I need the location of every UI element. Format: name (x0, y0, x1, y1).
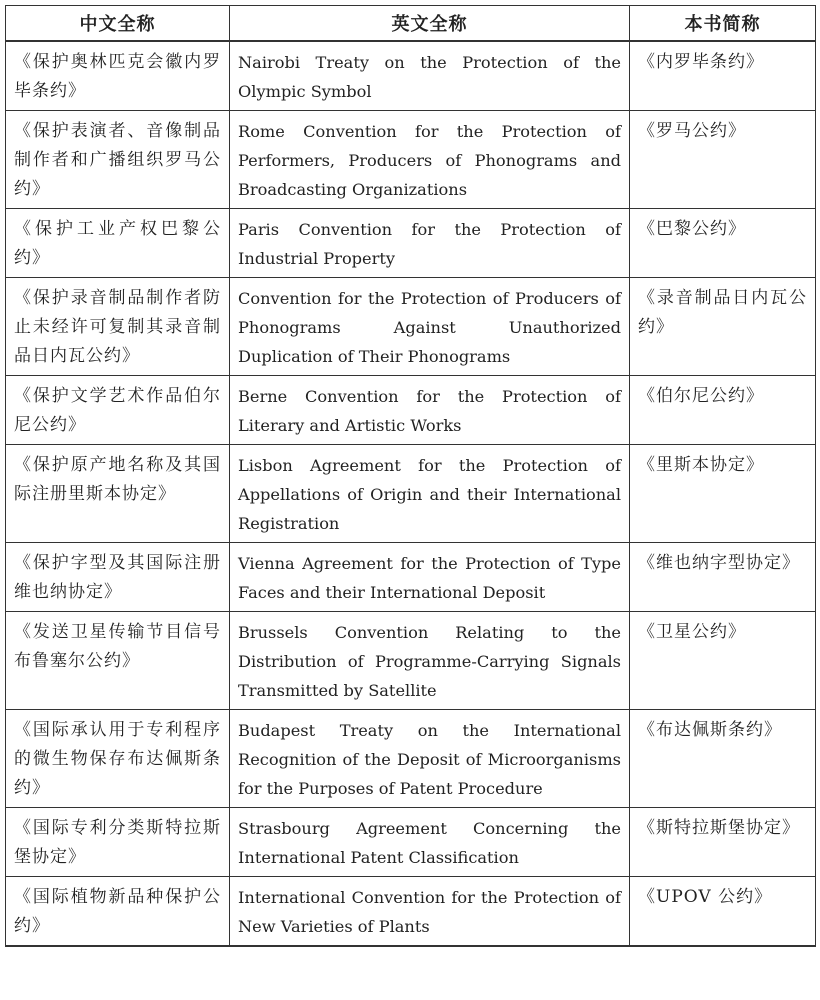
english-full-name: International Convention for the Protection of New Varieties of Plants (230, 877, 630, 947)
short-name: 《里斯本协定》 (630, 445, 816, 543)
english-full-name: Berne Convention for the Protection of Literary and Artistic Works (230, 376, 630, 445)
table-row (6, 376, 816, 445)
table-row (6, 612, 816, 710)
table-row (6, 111, 816, 209)
english-full-name: Strasbourg Agreement Concerning the International Patent Classification (230, 808, 630, 877)
chinese-full-name: 《国际承认用于专利程序的微生物保存布达佩斯条约》 (6, 710, 230, 808)
table-row (6, 278, 816, 376)
chinese-full-name: 《国际专利分类斯特拉斯堡协定》 (6, 808, 230, 877)
chinese-full-name: 《保护表演者、音像制品制作者和广播组织罗马公约》 (6, 111, 230, 209)
english-full-name: Budapest Treaty on the International Recognition of the Deposit of Microorganisms for the Purposes of Patent Procedure (230, 710, 630, 808)
treaty-table (5, 5, 816, 947)
short-name: 《内罗毕条约》 (630, 41, 816, 111)
chinese-full-name: 《保护录音制品制作者防止未经许可复制其录音制品日内瓦公约》 (6, 278, 230, 376)
table-row (6, 445, 816, 543)
short-name: 《录音制品日内瓦公约》 (630, 278, 816, 376)
short-name: 《卫星公约》 (630, 612, 816, 710)
english-full-name: Nairobi Treaty on the Protection of the Olympic Symbol (230, 41, 630, 111)
short-name: 《巴黎公约》 (630, 209, 816, 278)
chinese-full-name: 《保护工业产权巴黎公约》 (6, 209, 230, 278)
short-name: 《维也纳字型协定》 (630, 543, 816, 612)
english-full-name: Convention for the Protection of Producers of Phonograms Against Unauthorized Duplication of Their Phonograms (230, 278, 630, 376)
chinese-full-name: 《国际植物新品种保护公约》 (6, 877, 230, 947)
english-full-name: Paris Convention for the Protection of Industrial Property (230, 209, 630, 278)
english-full-name: Brussels Convention Relating to the Distribution of Programme-Carrying Signals Transmitted by Satellite (230, 612, 630, 710)
table-row (6, 209, 816, 278)
chinese-full-name: 《保护字型及其国际注册维也纳协定》 (6, 543, 230, 612)
short-name: 《伯尔尼公约》 (630, 376, 816, 445)
header-short-name: 本书简称 (630, 6, 816, 42)
short-name: 《罗马公约》 (630, 111, 816, 209)
header-english-name: 英文全称 (230, 6, 630, 42)
english-full-name: Rome Convention for the Protection of Performers, Producers of Phonograms and Broadcasting Organizations (230, 111, 630, 209)
header-chinese-name: 中文全称 (6, 6, 230, 42)
table-row (6, 41, 816, 111)
english-full-name: Vienna Agreement for the Protection of Type Faces and their International Deposit (230, 543, 630, 612)
table-row (6, 543, 816, 612)
table-row (6, 808, 816, 877)
table-row (6, 710, 816, 808)
english-full-name: Lisbon Agreement for the Protection of Appellations of Origin and their International Registration (230, 445, 630, 543)
short-name: 《UPOV 公约》 (630, 877, 816, 947)
chinese-full-name: 《保护奥林匹克会徽内罗毕条约》 (6, 41, 230, 111)
chinese-full-name: 《发送卫星传输节目信号布鲁塞尔公约》 (6, 612, 230, 710)
short-name: 《布达佩斯条约》 (630, 710, 816, 808)
chinese-full-name: 《保护原产地名称及其国际注册里斯本协定》 (6, 445, 230, 543)
table-row (6, 877, 816, 947)
chinese-full-name: 《保护文学艺术作品伯尔尼公约》 (6, 376, 230, 445)
short-name: 《斯特拉斯堡协定》 (630, 808, 816, 877)
header-row (6, 6, 816, 42)
